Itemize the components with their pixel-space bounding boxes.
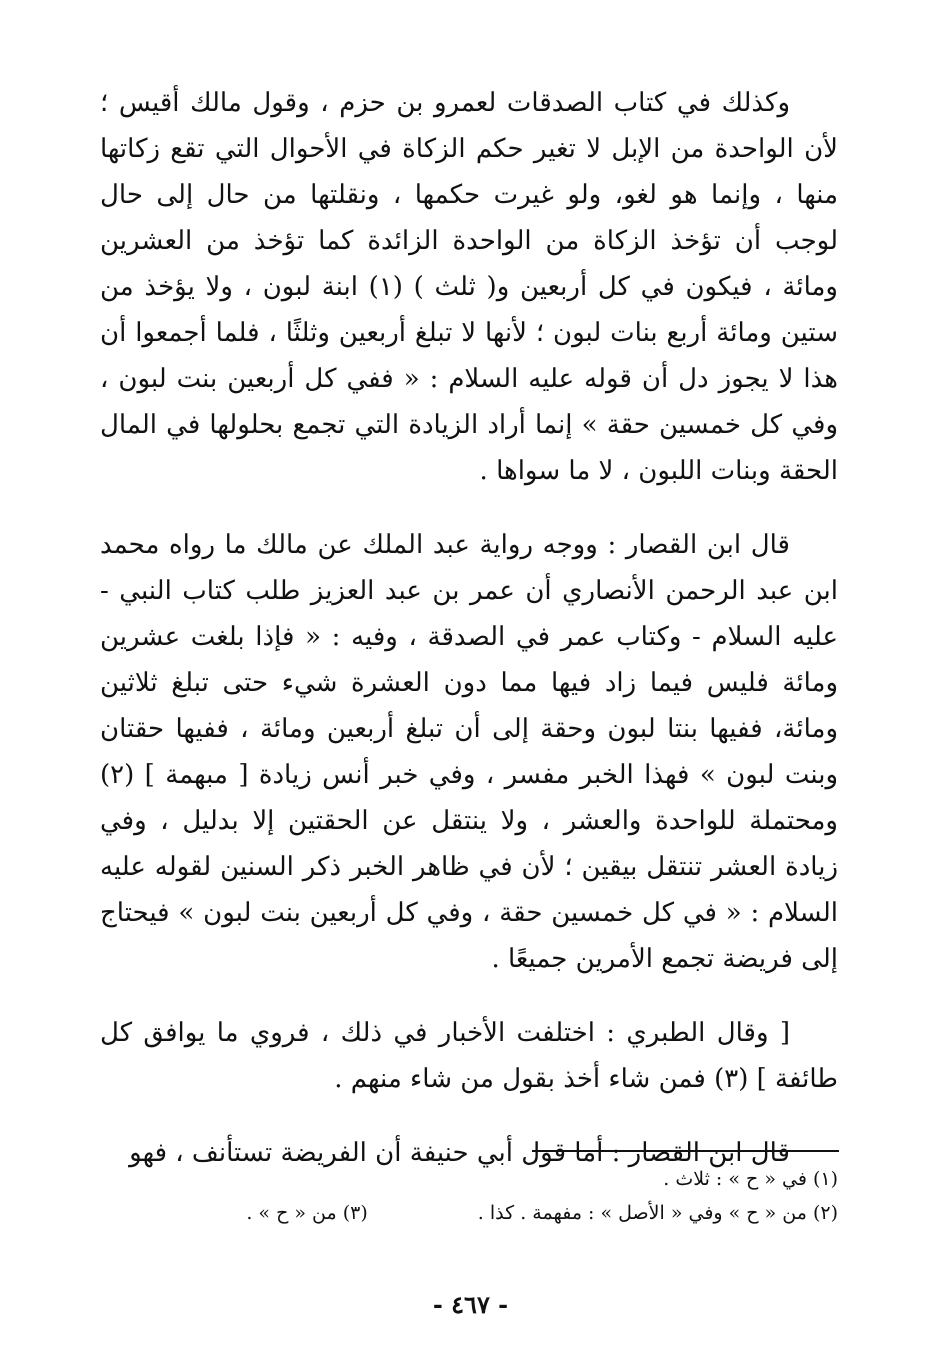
footnote-line-2 bbox=[118, 1196, 838, 1230]
main-text bbox=[100, 80, 838, 1176]
footnote-1: (١) في « ح » : ثلاث . bbox=[663, 1168, 838, 1190]
paragraph-4: قال ابن القصار : أما قول أبي حنيفة أن الفريضة تستأنف ، فهو bbox=[129, 1138, 790, 1168]
footnotes bbox=[118, 1162, 838, 1230]
footnote-3: (٣) من « ح » . bbox=[246, 1202, 368, 1224]
footnote-divider bbox=[532, 1150, 839, 1152]
paragraph-3: [ وقال الطبري : اختلفت الأخبار في ذلك ، فروي ما يوافق كل طائفة ] (٣) فمن شاء أخذ بقول من شاء منهم . bbox=[100, 1018, 838, 1094]
paragraph-1: وكذلك في كتاب الصدقات لعمرو بن حزم ، وقول مالك أقيس ؛ لأن الواحدة من الإبل لا تغير حكم الزكاة في الأحوال التي تقع زكاتها منها ، وإنما هو لغو، ولو غيرت حكمها ، ونقلتها من حال إلى حال لوجب أن تؤخذ الزكاة من الواحدة الزائدة كما تؤخذ من العشرين ومائة ، فيكون في كل أربعين و( ثلث ) (١) ابنة لبون ، ولا يؤخذ من ستين ومائة أربع بنات لبون ؛ لأنها لا تبلغ أربعين وثلثًا ، فلما أجمعوا أن هذا لا يجوز دل أن قوله عليه السلام : « ففي كل أربعين بنت لبون ، وفي كل خمسين حقة » إنما أراد الزيادة التي تجمع بحلولها في المال الحقة وبنات اللبون ، لا ما سواها . bbox=[100, 88, 838, 486]
footnote-2: (٢) من « ح » وفي « الأصل » : مفهمة . كذا . bbox=[477, 1202, 838, 1224]
page-number: - ٤٦٧ - bbox=[432, 1290, 509, 1319]
footnote-line-1 bbox=[118, 1162, 838, 1196]
paragraph-2: قال ابن القصار : ووجه رواية عبد الملك عن مالك ما رواه محمد ابن عبد الرحمن الأنصاري أن عمر بن عبد العزيز طلب كتاب النبي - عليه السلام - وكتاب عمر في الصدقة ، وفيه : « فإذا بلغت عشرين ومائة فليس فيما زاد فيها مما دون العشرة شيء حتى تبلغ ثلاثين ومائة، ففيها بنتا لبون وحقة إلى أن تبلغ أربعين ومائة ، ففيها حقتان وبنت لبون » فهذا الخبر مفسر ، وفي خبر أنس زيادة [ مبهمة ] (٢) ومحتملة للواحدة والعشر ، ولا ينتقل عن الحقتين إلا بدليل ، وفي زيادة العشر تنتقل بيقين ؛ لأن في ظاهر الخبر ذكر السنين لقوله عليه السلام : « في كل خمسين حقة ، وفي كل أربعين بنت لبون » فيحتاج إلى فريضة تجمع الأمرين جميعًا . bbox=[100, 530, 838, 974]
